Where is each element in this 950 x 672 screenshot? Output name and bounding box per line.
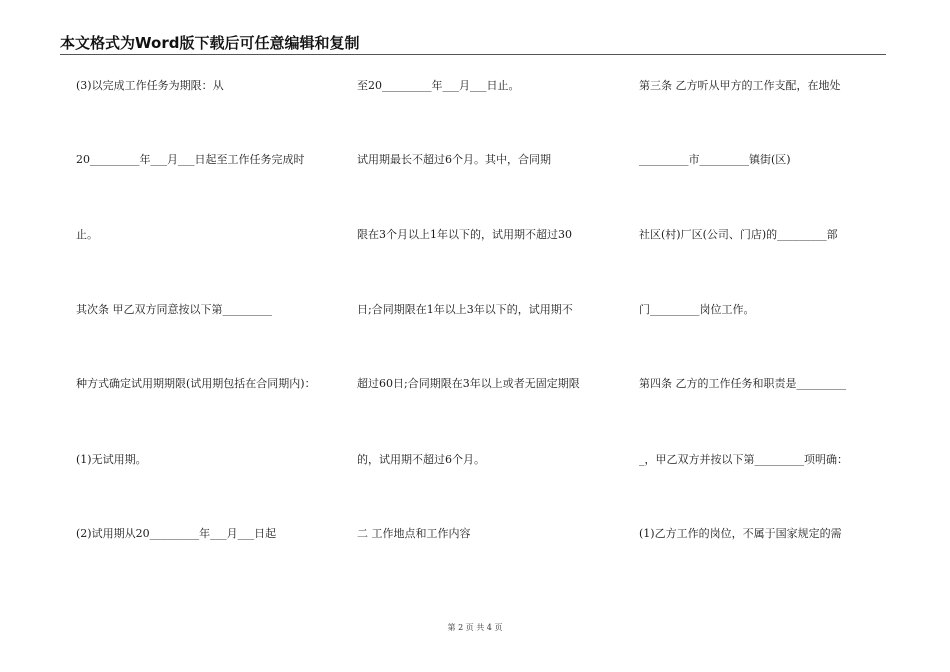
column-2-line-7: 二 工作地点和工作内容 [357,527,471,540]
column-2-line-3: 限在3个月以上1年以下的，试用期不超过30 [357,228,572,241]
column-2-line-2: 试用期最长不超过6个月。其中，合同期 [357,153,551,166]
column-3-line-6: _，甲乙双方并按以下第_________项明确： [639,453,848,466]
column-2-line-6: 的，试用期不超过6个月。 [357,453,485,466]
column-3-line-4: 门_________岗位工作。 [639,303,755,316]
column-3-line-1: 第三条 乙方听从甲方的工作支配，在地处 [639,79,841,92]
page-number: 第 2 页 共 4 页 [447,623,503,632]
column-1-line-3: 止。 [76,228,98,241]
page-header [60,30,886,55]
column-2-line-4: 日;合同期限在1年以上3年以下的，试用期不 [357,303,573,316]
column-1-line-2: 20_________年___月___日起至工作任务完成时 [76,153,305,166]
column-3-line-7: (1)乙方工作的岗位，不属于国家规定的需 [639,527,842,540]
column-3-line-5: 第四条 乙方的工作任务和职责是_________ [639,377,846,390]
column-3-line-2: _________市_________镇街(区) [639,153,791,166]
header-title: 本文格式为Word版下载后可任意编辑和复制 [60,34,360,52]
column-1-line-5: 种方式确定试用期期限(试用期包括在合同期内)： [76,377,316,390]
column-1-line-4: 其次条 甲乙双方同意按以下第_________ [76,303,272,316]
column-2-line-1: 至20_________年___月___日止。 [357,79,520,92]
column-2-line-5: 超过60日;合同期限在3年以上或者无固定期限 [357,377,580,390]
column-1-line-1: (3)以完成工作任务为期限：从 [76,79,224,92]
column-1-line-7: (2)试用期从20_________年___月___日起 [76,527,277,540]
column-1-line-6: (1)无试用期。 [76,453,147,466]
column-3-line-3: 社区(村)厂区(公司、门店)的_________部 [639,228,838,241]
